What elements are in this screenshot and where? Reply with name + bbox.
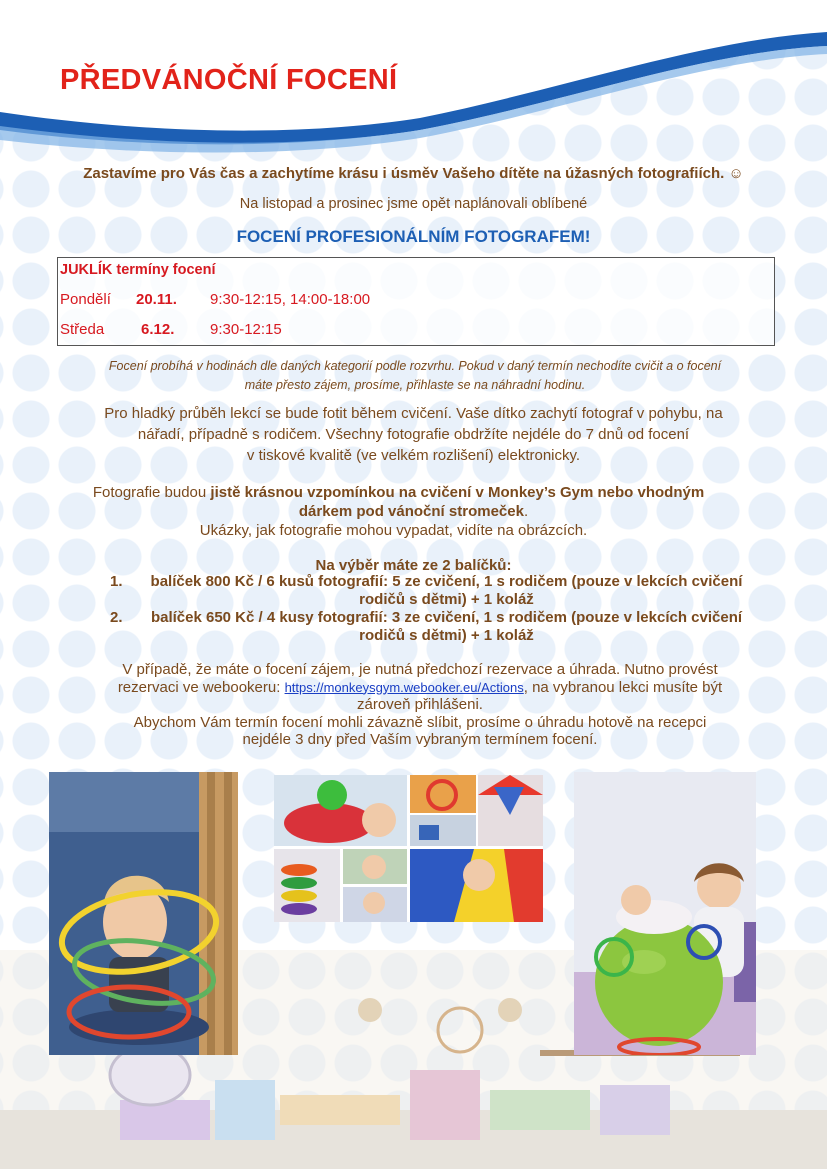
schedule-note	[70, 357, 760, 395]
note-line: Focení probíhá v hodinách dle daných kategorií podle rozvrhu. Pokud v daný termín nechodíte cvičit a o focení	[108, 359, 722, 373]
text-line: zároveň přihlášeni.	[357, 696, 483, 713]
schedule-date: 6.12.	[141, 321, 175, 338]
schedule-day: Pondělí	[60, 291, 111, 308]
headline: FOCENÍ PROFESIONÁLNÍM FOTOGRAFEM!	[236, 227, 591, 246]
text-line: v tiskové kvalitě (ve velkém rozlišení) elektronicky.	[246, 447, 581, 464]
note-line: máte přesto zájem, prosíme, přihlaste se na náhradní hodinu.	[244, 378, 586, 392]
text-line: Pro hladký průběh lekcí se bude fotit během cvičení. Vaše dítko zachytí fotograf v pohybu, na	[104, 405, 723, 422]
schedule-date: 20.11.	[136, 291, 177, 308]
paragraph-reservation	[40, 661, 800, 749]
text-bold: dárkem pod vánoční stromeček	[298, 503, 524, 520]
package-number: 2.	[110, 609, 123, 626]
packages-list	[100, 573, 760, 645]
schedule-day: Středa	[60, 321, 105, 338]
text-line: Abychom Vám termín focení mohli závazně slíbit, prosíme o úhradu hotově na recepci	[133, 713, 707, 731]
page-title: PŘEDVÁNOČNÍ FOCENÍ	[60, 64, 398, 96]
package-line: balíček 800 Kč / 6 kusů fotografií: 5 ze cvičení, 1 s rodičem (pouze v lekcích cvičení	[150, 573, 743, 590]
packages-title: Na výběr máte ze 2 balíčků:	[315, 557, 512, 574]
schedule-box	[57, 257, 775, 346]
text-span: Fotografie budou	[92, 484, 211, 501]
schedule-time: 9:30-12:15, 14:00-18:00	[210, 291, 371, 308]
package-line: rodičů s dětmi) + 1 koláž	[359, 591, 534, 608]
package-item	[100, 573, 760, 609]
paragraph-lessons	[40, 403, 787, 466]
paragraph-memories	[40, 483, 787, 540]
package-item	[100, 609, 760, 645]
schedule-title: JUKLÍK termíny focení	[60, 262, 216, 278]
text-span: rezervaci ve webookeru:	[117, 678, 285, 696]
intro-subline: Na listopad a prosinec jsme opět naplánovali oblíbené	[239, 196, 588, 212]
package-line: balíček 650 Kč / 4 kusy fotografií: 3 ze cvičení, 1 s rodičem (pouze v lekcích cvičení	[150, 609, 743, 626]
package-number: 1.	[110, 573, 123, 590]
text-bold: jistě krásnou vzpomínkou na cvičení v Monkey’s Gym nebo vhodným	[210, 484, 705, 501]
photo-mother-baby-ball	[574, 772, 756, 1055]
photo-boy-hoops	[49, 772, 238, 1055]
text-span: .	[523, 503, 529, 520]
text-line: Ukázky, jak fotografie mohou vypadat, vidíte na obrázcích.	[199, 522, 588, 539]
collage-images	[274, 775, 543, 922]
text-line: V případě, že máte o focení zájem, je nutná předchozí rezervace a úhrada. Nutno provést	[122, 661, 718, 678]
photo-collage	[274, 775, 543, 922]
webooker-link[interactable]: https://monkeysgym.webooker.eu/Actions	[284, 679, 524, 695]
package-line: rodičů s dětmi) + 1 koláž	[359, 627, 534, 644]
intro-line: Zastavíme pro Vás čas a zachytíme krásu i úsměv Vašeho dítěte na úžasných fotografiích. ☺	[83, 165, 744, 182]
text-line: nejdéle 3 dny před Vaším vybraným termínem focení.	[242, 731, 598, 748]
text-line: nářadí, případně s rodičem. Všechny fotografie obdržíte nejdéle do 7 dnů od focení	[137, 426, 690, 443]
schedule-time: 9:30-12:15	[210, 321, 282, 338]
text-span: , na vybranou lekci musíte být	[523, 678, 723, 696]
